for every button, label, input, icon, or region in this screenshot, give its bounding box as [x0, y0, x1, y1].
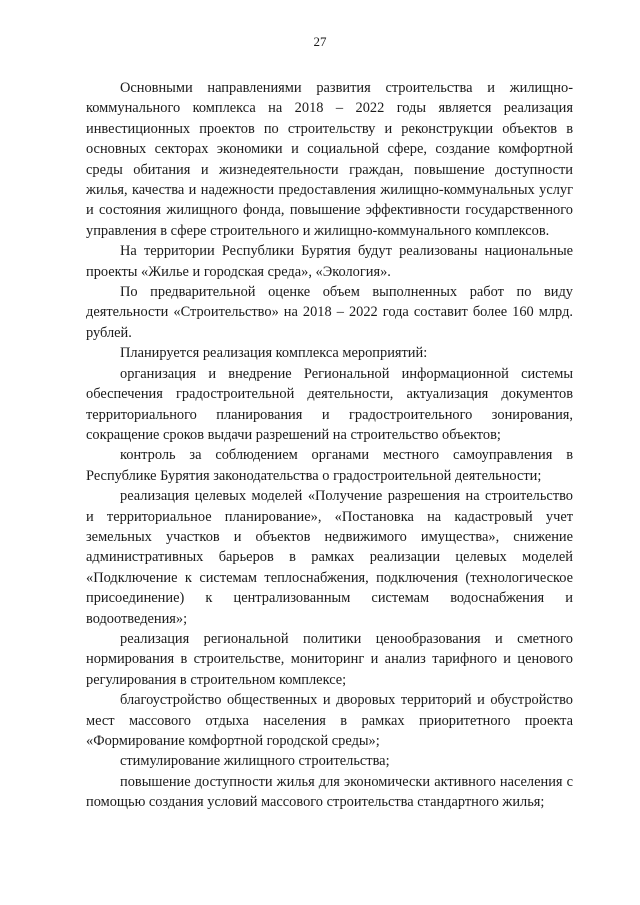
list-item-control: контроль за соблюдением органами местного самоуправления в Республике Бурятия законодательства о градостроительной деятельности; [86, 447, 573, 484]
page-number: 27 [313, 34, 327, 49]
list-item-housing-stimulation: стимулирование жилищного строительства; [120, 753, 390, 770]
paragraph-measures-intro: Планируется реализация комплекса мероприятий: [120, 345, 428, 362]
list-item-improvement: благоустройство общественных и дворовых территорий и обустройство мест массового отдыха населения в рамках приоритетного проекта «Формирование комфортной городской среды»; [86, 692, 573, 749]
list-item-information-system: организация и внедрение Региональной информационной системы обеспечения градостроительной деятельности, актуализация документов территориального планирования и градостроительного зонирования, сокращение сроков выдачи разрешений на строительство объектов; [86, 365, 573, 443]
list-item-housing-affordability: повышение доступности жилья для экономически активного населения с помощью создания условий массового строительства стандартного жилья; [86, 773, 573, 811]
list-item-pricing-policy: реализация региональной политики ценообразования и сметного нормирования в строительстве, мониторинг и анализ тарифного и ценового регулирования в строительном комплексе; [86, 630, 573, 688]
paragraph-national-projects: На территории Республики Бурятия будут реализованы национальные проекты «Жилье и городская среда», «Экология». [86, 243, 573, 280]
paragraph-main-directions: Основными направлениями развития строительства и жилищно-коммунального комплекса на 2018 – 2022 годы является реализация инвестиционных проектов по строительству и реконструкции объектов в основных секторах экономики и социальной сфере, создание комфортной среды обитания и жизнедеятельности граждан, повышение доступности жилья, качества и надежности предоставления жилищно-коммунальных услуг и состояния жилищного фонда, повышение эффективности государственного управления в сфере строительного и жилищно-коммунального комплексов. [86, 80, 573, 239]
paragraph-volume-estimate: По предварительной оценке объем выполненных работ по виду деятельности «Строительство» на 2018 – 2022 года составит более 160 млрд. рублей. [86, 284, 573, 341]
document-body [86, 78, 573, 813]
list-item-target-models: реализация целевых моделей «Получение разрешения на строительство и территориальное планирование», «Постановка на кадастровый учет земельных участков и объектов недвижимого имущества», снижение административных барьеров в рамках реализации целевых моделей «Подключение к системам теплоснабжения, подключения (технологическое присоединение) к централизованным системам водоснабжения и водоотведения»; [86, 488, 573, 627]
